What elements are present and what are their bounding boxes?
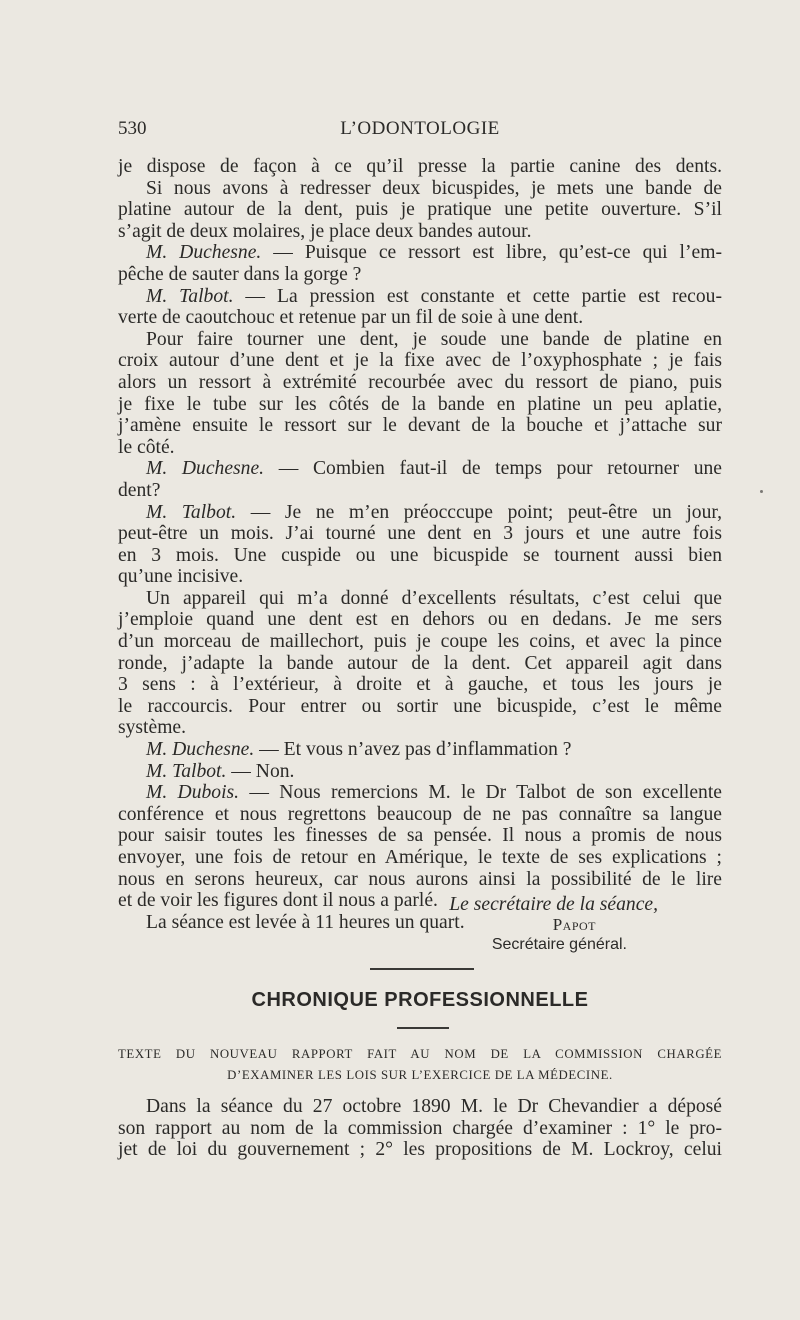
subheading-line: D’EXAMINER LES LOIS SUR L’EXERCICE DE LA MÉDECINE. (227, 1068, 613, 1082)
line-text: son rapport au nom de la commission chargée d’examiner : 1° le pro- (118, 1117, 722, 1139)
line-text: alors un ressort à extrémité recourbée avec du ressort de piano, puis (118, 371, 722, 393)
line-text: ronde, j’adapte la bande autour de la dent. Cet appareil agit dans (118, 652, 722, 674)
line-text: j’emploie quand une dent est en dehors ou en dedans. Je me sers (118, 609, 722, 631)
line-text: — La pression est constante et cette partie est recou- (233, 285, 722, 307)
speaker-name: M. Talbot. (146, 501, 237, 523)
line-text: Un appareil qui m’a donné d’excellents résultats, c’est celui que (146, 587, 722, 609)
line-text: dent? (118, 479, 161, 501)
text-line (118, 717, 722, 739)
line-text: platine autour de la dent, puis je pratique une petite ouverture. S’il (118, 199, 722, 221)
line-text: peut-être un mois. J’ai tourné une dent en 3 jours et une autre fois (118, 523, 722, 545)
line-text: s’agit de deux molaires, je place deux bandes autour. (118, 220, 532, 242)
text-line (118, 588, 722, 610)
line-text: — Nous remercions M. le Dr Talbot de son excellente (239, 782, 722, 804)
section-title: CHRONIQUE PROFESSIONNELLE (251, 989, 589, 1011)
text-line (118, 739, 722, 761)
text-line (118, 480, 722, 502)
text-line (118, 437, 722, 459)
line-text: — Et vous n’avez pas d’inflammation ? (254, 739, 572, 761)
text-line (118, 631, 722, 653)
line-text: La séance est levée à 11 heures un quart. (146, 911, 465, 933)
text-line (118, 458, 722, 480)
text-line (118, 869, 722, 891)
text-line (118, 545, 722, 567)
line-text: Pour faire tourner une dent, je soude une bande de platine en (146, 328, 722, 350)
line-text: j’amène ensuite le ressort sur le devant de la bouche et j’attache sur (118, 415, 722, 437)
text-line (118, 502, 722, 524)
text-line (118, 415, 722, 437)
speaker-name: M. Talbot. (146, 760, 227, 782)
line-text: et de voir les figures dont il nous a parlé. (118, 890, 438, 912)
section-divider (370, 968, 474, 970)
margin-speck (760, 490, 763, 493)
line-text: verte de caoutchouc et retenue par un fil de soie à une dent. (118, 307, 584, 329)
text-line (118, 156, 722, 178)
body-text-continued (118, 1096, 722, 1161)
text-line (118, 1139, 722, 1161)
line-text: je dispose de façon à ce qu’il presse la partie canine des dents. (118, 156, 722, 177)
section-subheading (118, 1044, 722, 1086)
line-text: pour saisir toutes les finesses de sa pensée. Il nous a promis de nous (118, 825, 722, 847)
text-line (118, 199, 722, 221)
line-text: croix autour d’une dent et je la fixe avec de l’oxyphosphate ; je fais (118, 350, 722, 372)
text-line (118, 523, 722, 545)
signature-role: Le secrétaire de la séance, (449, 894, 658, 915)
text-line (118, 782, 722, 804)
line-text: — Non. (226, 760, 295, 782)
text-line (118, 221, 722, 243)
line-text: nous en serons heureux, car nous aurons ainsi la possibilité de le lire (118, 868, 722, 890)
signature-name: Papot (552, 915, 596, 934)
text-line (118, 761, 722, 783)
text-line (118, 350, 722, 372)
text-line (118, 1118, 722, 1140)
body-text (118, 156, 722, 933)
line-text: Dans la séance du 27 octobre 1890 M. le Dr Chevandier a déposé (146, 1096, 722, 1117)
text-line (118, 242, 722, 264)
text-line (118, 653, 722, 675)
speaker-name: M. Duchesne. (146, 242, 262, 264)
line-text: Si nous avons à redresser deux bicuspides, je mets une bande de (146, 177, 722, 199)
line-text: conférence et nous regrettons beaucoup de ne pas connaître sa langue (118, 803, 722, 825)
line-text: système. (118, 717, 187, 739)
line-text: le raccourcis. Pour entrer ou sortir une bicuspide, c’est le même (118, 695, 722, 717)
line-text: qu’une incisive. (118, 566, 244, 588)
text-line (118, 329, 722, 351)
line-text: envoyer, une fois de retour en Amérique, le texte de ses explications ; (118, 847, 722, 868)
line-text: jet de loi du gouvernement ; 2° les propositions de M. Lockroy, celui (118, 1139, 722, 1161)
running-title: L’ODONTOLOGIE (340, 118, 500, 139)
text-line (118, 674, 722, 696)
text-line (118, 178, 722, 200)
text-line (118, 804, 722, 826)
subheading-line: TEXTE DU NOUVEAU RAPPORT FAIT AU NOM DE LA COMMISSION CHARGÉE (118, 1047, 722, 1061)
text-line (118, 825, 722, 847)
text-line (118, 696, 722, 718)
line-text: d’un morceau de maillechort, puis je coupe les coins, et avec la pince (118, 631, 722, 653)
title-underline (397, 1027, 449, 1029)
speaker-name: M. Dubois. (146, 782, 240, 804)
line-text: le côté. (118, 436, 175, 458)
line-text: je fixe le tube sur les côtés de la bande en platine un peu aplatie, (118, 393, 722, 415)
text-line (118, 307, 722, 329)
text-line (118, 609, 722, 631)
speaker-name: M. Duchesne. (146, 458, 265, 480)
line-text: — Combien faut-il de temps pour retourner une (264, 458, 722, 480)
text-line (118, 372, 722, 394)
text-line (118, 1096, 722, 1118)
text-line (118, 286, 722, 308)
speaker-name: M. Talbot. (146, 285, 234, 307)
line-text: — Puisque ce ressort est libre, qu’est-ce qui l’em- (261, 242, 722, 264)
speaker-name: M. Duchesne. (146, 739, 255, 761)
text-line (118, 847, 722, 869)
page-header (118, 118, 722, 148)
text-line (118, 566, 722, 588)
signature-title: Secrétaire général. (491, 936, 627, 953)
line-text: 3 sens : à l’extérieur, à droite et à gauche, et tous les jours je (118, 674, 722, 696)
line-text: en 3 mois. Une cuspide ou une bicuspide se tournent aussi bien (118, 544, 722, 566)
text-line (118, 264, 722, 286)
page-number: 530 (118, 118, 147, 139)
line-text: — Je ne m’en préocccupe point; peut-être un jour, (236, 501, 722, 523)
text-line (118, 394, 722, 416)
line-text: pêche de sauter dans la gorge ? (118, 263, 362, 285)
